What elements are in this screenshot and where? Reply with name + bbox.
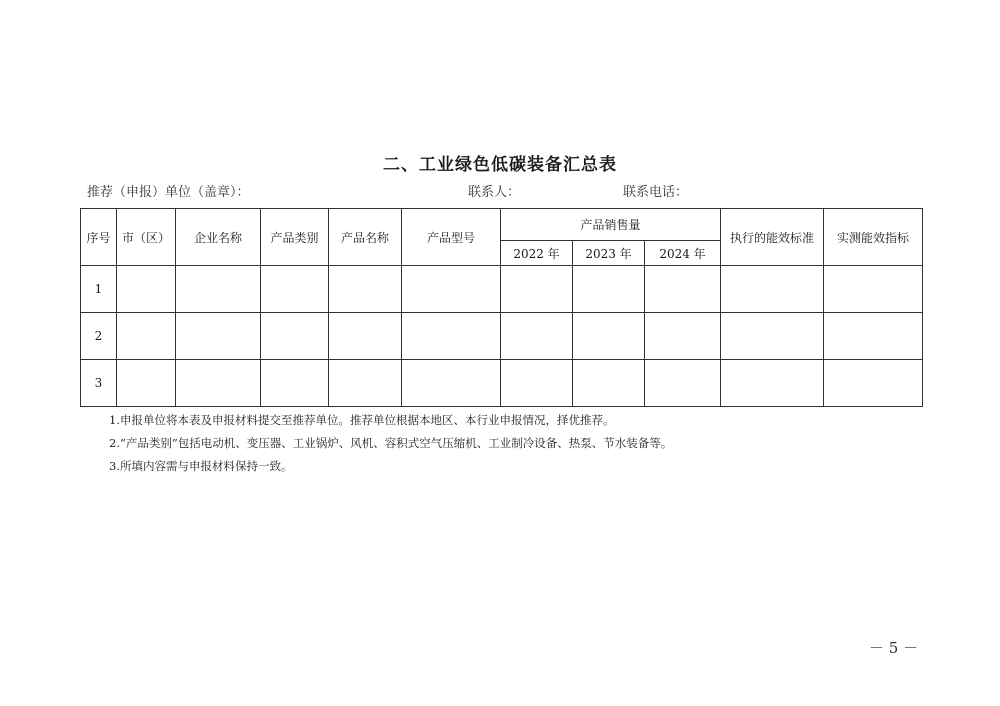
table-cell bbox=[824, 360, 923, 407]
table-cell bbox=[645, 313, 721, 360]
table-row bbox=[81, 313, 923, 360]
table-cell bbox=[645, 266, 721, 313]
table-cell bbox=[501, 266, 573, 313]
table-cell bbox=[117, 360, 176, 407]
phone-label: 联系电话： bbox=[623, 185, 689, 200]
header-year-2024: 2024 年 bbox=[645, 241, 721, 266]
notes bbox=[109, 409, 672, 478]
header-measured: 实测能效指标 bbox=[824, 209, 923, 266]
table-cell bbox=[117, 266, 176, 313]
summary-table bbox=[80, 208, 923, 407]
header-company: 企业名称 bbox=[176, 209, 261, 266]
page-title: 二、工业绿色低碳装备汇总表 bbox=[383, 155, 617, 175]
table-cell bbox=[261, 360, 329, 407]
table-cell bbox=[721, 313, 824, 360]
note-item: 1.申报单位将本表及申报材料提交至推荐单位。推荐单位根据本地区、本行业申报情况，择优推荐。 bbox=[109, 413, 615, 427]
row-seq: 2 bbox=[81, 313, 117, 360]
header-sales-group: 产品销售量 bbox=[501, 209, 721, 241]
table-row bbox=[81, 266, 923, 313]
row-seq: 3 bbox=[81, 360, 117, 407]
table-cell bbox=[645, 360, 721, 407]
table-cell bbox=[329, 360, 402, 407]
table-cell bbox=[721, 360, 824, 407]
table-cell bbox=[402, 360, 501, 407]
header-year-2022: 2022 年 bbox=[501, 241, 573, 266]
table-cell bbox=[501, 313, 573, 360]
table-cell bbox=[261, 313, 329, 360]
note-item: 3.所填内容需与申报材料保持一致。 bbox=[109, 459, 293, 473]
table-cell bbox=[824, 313, 923, 360]
table-cell bbox=[824, 266, 923, 313]
table-cell bbox=[573, 266, 645, 313]
table-cell bbox=[329, 313, 402, 360]
table-cell bbox=[573, 313, 645, 360]
table-cell bbox=[176, 360, 261, 407]
table-cell bbox=[573, 360, 645, 407]
contact-label: 联系人： bbox=[468, 185, 521, 200]
table-cell bbox=[329, 266, 402, 313]
page-number: － 5 － bbox=[869, 639, 919, 657]
table-cell bbox=[176, 266, 261, 313]
table-cell bbox=[176, 313, 261, 360]
header-row-top bbox=[81, 209, 923, 241]
header-product-name: 产品名称 bbox=[329, 209, 402, 266]
header-category: 产品类别 bbox=[261, 209, 329, 266]
table-cell bbox=[721, 266, 824, 313]
header-model: 产品型号 bbox=[402, 209, 501, 266]
note-item: 2.“产品类别”包括电动机、变压器、工业锅炉、风机、容积式空气压缩机、工业制冷设备、热泵、节水装备等。 bbox=[109, 436, 673, 450]
row-seq: 1 bbox=[81, 266, 117, 313]
header-year-2023: 2023 年 bbox=[573, 241, 645, 266]
table-cell bbox=[117, 313, 176, 360]
header-city: 市（区） bbox=[117, 209, 176, 266]
table-row bbox=[81, 360, 923, 407]
table-cell bbox=[501, 360, 573, 407]
header-seq: 序号 bbox=[81, 209, 117, 266]
table-cell bbox=[261, 266, 329, 313]
table-cell bbox=[402, 266, 501, 313]
recommender-label: 推荐（申报）单位（盖章）： bbox=[87, 185, 250, 200]
header-standard: 执行的能效标准 bbox=[721, 209, 824, 266]
table-cell bbox=[402, 313, 501, 360]
